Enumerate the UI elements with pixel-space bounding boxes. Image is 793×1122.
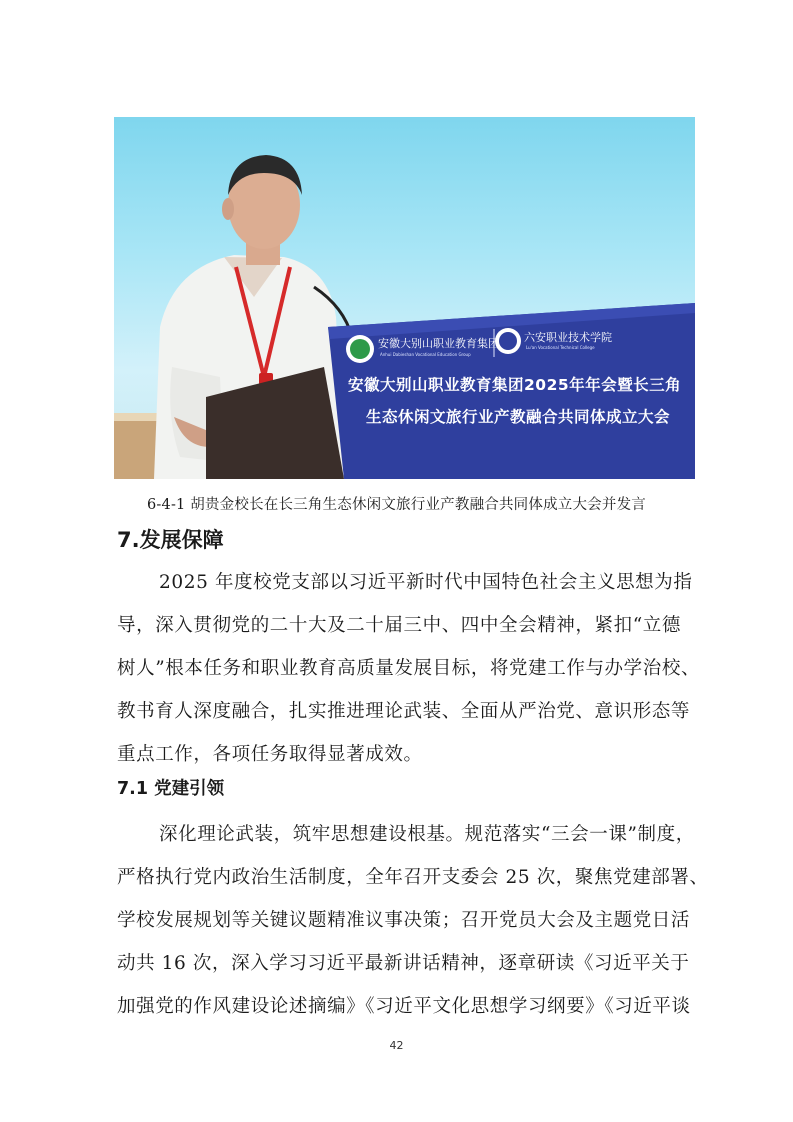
event-photo — [114, 117, 695, 479]
podium-banner-line1: 安徽大别山职业教育集团2025年年会暨长三角 — [348, 376, 682, 394]
paragraph-line: 导，深入贯彻党的二十大及二十届三中、四中全会精神，紧扣“立德 — [117, 615, 681, 636]
podium-logo-left-subtext: Anhui Dabieshan Vocational Education Group — [380, 352, 471, 357]
podium-logo-right-subtext: Lu'an Vocational Technical College — [526, 345, 595, 350]
paragraph-line: 加强党的作风建设论述摘编》《习近平文化思想学习纲要》《习近平谈 — [117, 996, 691, 1017]
podium-banner-line2: 生态休闲文旅行业产教融合共同体成立大会 — [366, 408, 671, 426]
paragraph-line: 学校发展规划等关键议题精准议事决策；召开党员大会及主题党日活 — [117, 910, 691, 931]
page-number: 42 — [389, 1039, 404, 1052]
paragraph-line: 教书育人深度融合，扎实推进理论武装、全面从严治党、意识形态等 — [117, 701, 691, 722]
paragraph-line: 重点工作，各项任务取得显著成效。 — [117, 744, 423, 765]
paragraph-line: 深化理论武装，筑牢思想建设根基。规范落实“三会一课”制度， — [159, 824, 695, 845]
photo-caption: 6-4-1 胡贵金校长在长三角生态休闲文旅行业产教融合共同体成立大会并发言 — [147, 497, 646, 513]
paragraph-line: 树人”根本任务和职业教育高质量发展目标，将党建工作与办学治校、 — [117, 658, 701, 679]
subsection-heading: 7.1 党建引领 — [117, 779, 225, 799]
podium-logo-right-text: 六安职业技术学院 — [524, 331, 612, 344]
paragraph-line: 2025 年度校党支部以习近平新时代中国特色社会主义思想为指 — [159, 572, 693, 593]
paragraph-line: 动共 16 次，深入学习习近平最新讲话精神，逐章研读《习近平关于 — [117, 953, 690, 974]
section-heading: 7.发展保障 — [117, 528, 224, 552]
paragraph-line: 严格执行党内政治生活制度，全年召开支委会 25 次，聚焦党建部署、 — [117, 867, 709, 888]
podium-logo-left-text: 安徽大别山职业教育集团 — [378, 337, 499, 350]
